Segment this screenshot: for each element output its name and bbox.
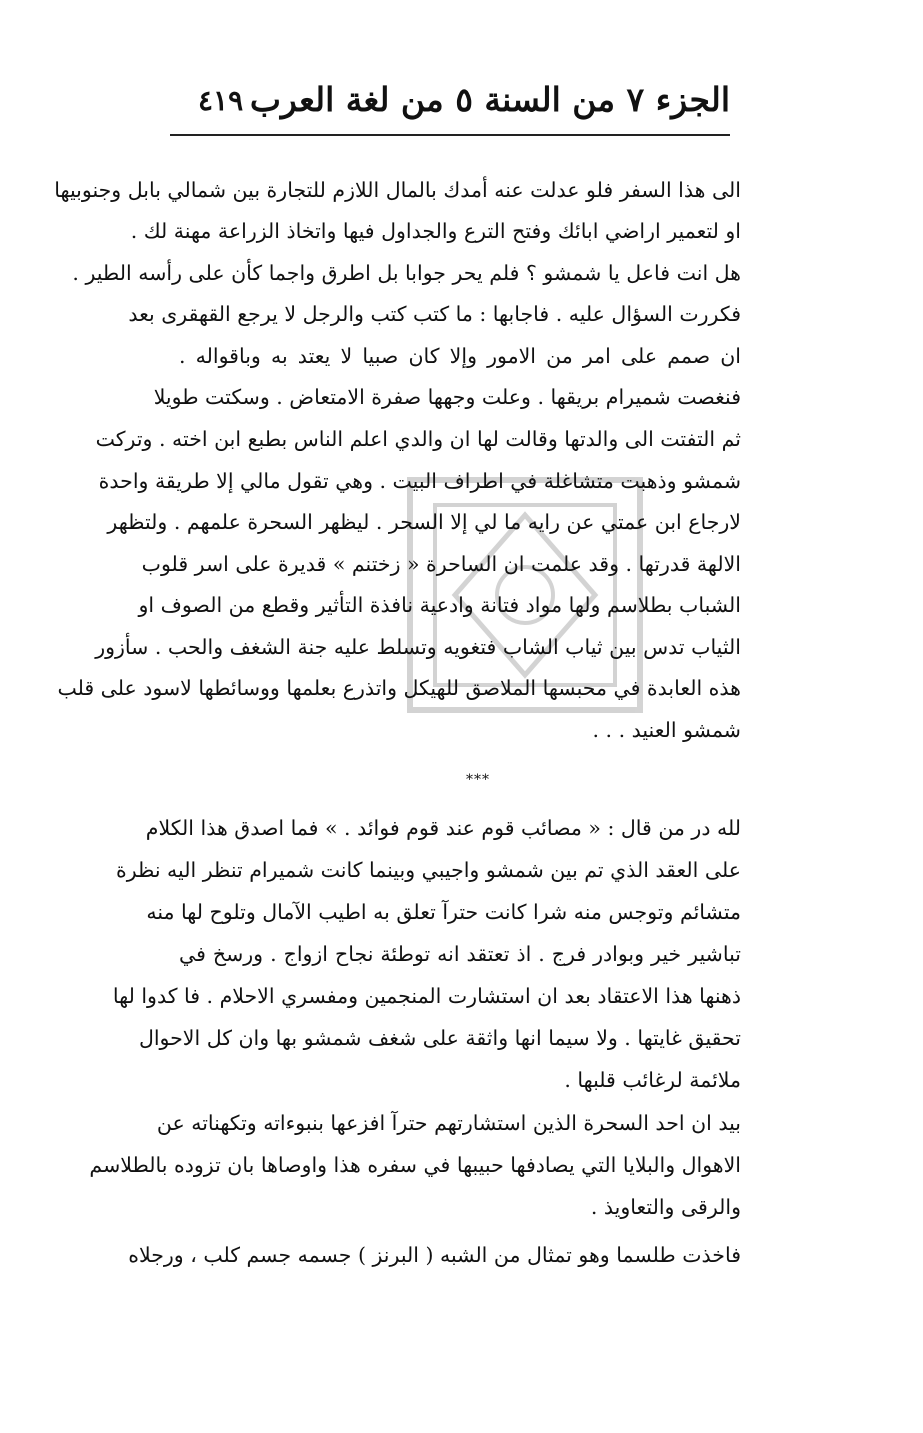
text-line: الالهة قدرتها . وقد علمت ان الساحرة « زختنم » قديرة على اسر قلوب [141, 552, 741, 576]
text-line: ثم التفتت الى والدتها وقالت لها ان والدي اعلم الناس بطبع ابن اخته . وتركت [95, 427, 741, 451]
text-line: الثياب تدس بين ثياب الشاب فتغويه وتسلط عليه جنة الشغف والحب . سأزور [95, 635, 741, 659]
text-line: فاخذت طلسما وهو تمثال من الشبه ( البرنز ) جسمه جسم كلب ، ورجلاه [128, 1243, 741, 1267]
page-header [170, 70, 730, 140]
text-line: والرقى والتعاويذ . [590, 1195, 741, 1219]
text-line: الاهوال والبلايا التي يصادفها حبيبها في سفره هذا واوصاها بان تزوده بالطلاسم [89, 1153, 741, 1177]
text-line: ذهنها هذا الاعتقاد بعد ان استشارت المنجمين ومفسري الاحلام . فا كدوا لها [112, 984, 741, 1008]
text-line: ان صمم على امر من الامور وإلا كان صبيا لا يعتد به وباقواله . [179, 344, 741, 368]
text-line: بيد ان احد السحرة الذين استشارتهم حترآ افزعها بنبوءاته وتكهناته عن [156, 1111, 741, 1135]
section-separator: *** [466, 772, 490, 788]
text-line: شمشو وذهبت متشاغلة في اطراف البيت . وهي تقول مالي إلا طريقة واحدة [98, 469, 741, 493]
text-line: متشائم وتوجس منه شرا كانت حترآ تعلق به اطيب الآمال وتلوح لها منه [146, 900, 741, 924]
text-line: تحقيق غايتها . ولا سيما انها واثقة على شغف شمشو بها وان كل الاحوال [138, 1026, 741, 1050]
text-line: فكررت السؤال عليه . فاجابها : ما كتب كتب والرجل لا يرجع القهقرى بعد [128, 302, 741, 326]
page-number: ٤١٩ [198, 84, 244, 117]
text-line: فنغصت شميرام بريقها . وعلت وجهها صفرة الامتعاض . وسكتت طويلا [153, 385, 741, 409]
text-line: على العقد الذي تم بين شمشو واجيبي وبينما كانت شميرام تنظر اليه نظرة [115, 858, 741, 882]
text-line: هل انت فاعل يا شمشو ؟ فلم يحر جوابا بل اطرق واجما كأن على رأسه الطير . [72, 261, 741, 285]
text-line: لله در من قال : « مصائب قوم عند قوم فوائد . » فما اصدق هذا الكلام [145, 816, 741, 840]
header-rule [170, 134, 730, 136]
text-line: ملائمة لرغائب قلبها . [564, 1068, 741, 1092]
text-line: تباشير خير وبوادر فرج . اذ تعتقد انه توطئة نجاح ازواج . ورسخ في [179, 942, 741, 966]
text-line: او لتعمير اراضي ابائك وفتح الترع والجداول فيها واتخاذ الزراعة مهنة لك . [130, 219, 741, 243]
text-line: هذه العابدة في محبسها الملاصق للهيكل واتذرع بعلمها ووسائطها لاسود على قلب [57, 676, 741, 700]
running-title: الجزء ٧ من السنة ٥ من لغة العرب [249, 80, 730, 119]
text-line: شمشو العنيد . . . [592, 718, 741, 742]
text-line: لارجاع ابن عمتي عن رايه ما لي إلا السحر . ليظهر السحرة علمهم . ولتظهر [107, 510, 741, 534]
text-line: الشباب بطلاسم ولها مواد فتانة وادعية نافذة التأثير وقطع من الصوف او [138, 593, 741, 617]
text-line: الى هذا السفر فلو عدلت عنه أمدك بالمال اللازم للتجارة بين شمالي بابل وجنوبيها [54, 178, 741, 202]
